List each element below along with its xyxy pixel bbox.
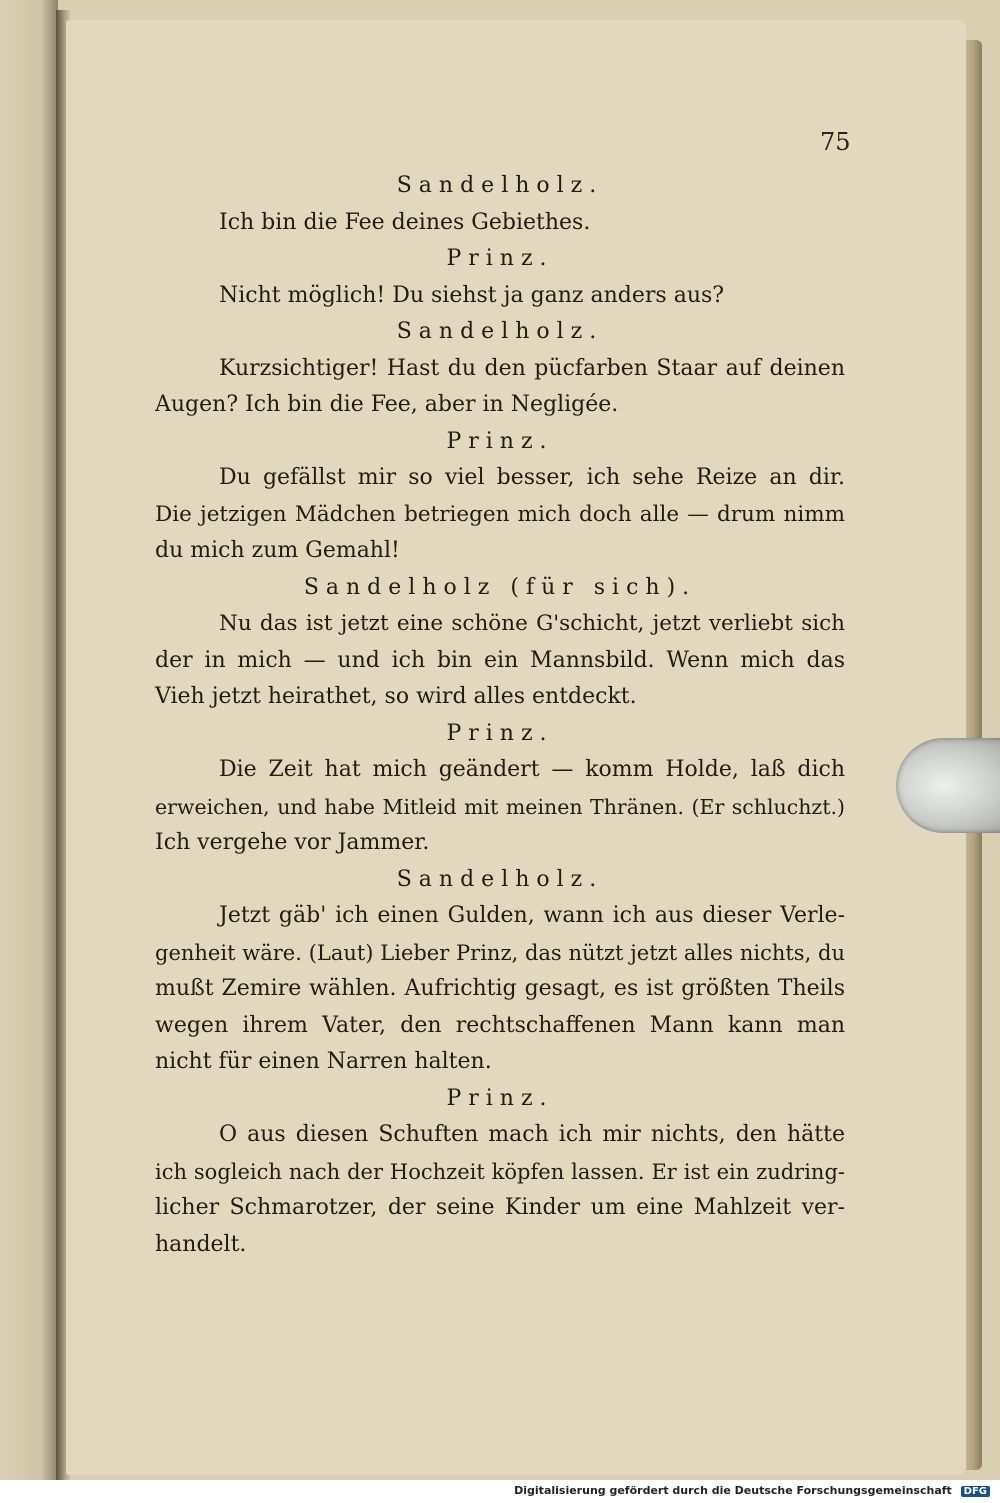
dfg-logo: DFG (961, 1486, 990, 1497)
speech-line: nicht für einen Narren halten. (155, 1049, 492, 1074)
speech-line: Ich bin die Fee deines Gebiethes. (219, 209, 591, 235)
dialogue-text (155, 168, 845, 1263)
speech-line: wegen ihrem Vater, den rechtschaffenen Mann kann man (155, 1012, 845, 1038)
speaker-heading: Sandelholz. (396, 173, 604, 198)
speech-line: erweichen, und habe Mitleid mit meinen Thränen. (Er schluchzt.) (155, 794, 845, 819)
speech-line: Nu das ist jetzt eine schöne G'schicht, jetzt verliebt sich (219, 611, 845, 636)
speech-line: licher Schmarotzer, der seine Kinder um eine Mahlzeit ver- (155, 1195, 845, 1220)
speech-line: handelt. (155, 1231, 247, 1257)
speech-paragraph (155, 898, 845, 1081)
speech-line: Nicht möglich! Du siehst ja ganz anders aus? (219, 282, 725, 308)
speaker-heading: Prinz. (446, 428, 554, 454)
speech-paragraph (155, 351, 845, 424)
speaker-heading: Prinz. (446, 720, 554, 746)
speech-line: Augen? Ich bin die Fee, aber in Negligée. (155, 392, 619, 417)
speech-line: mußt Zemire wählen. Aufrichtig gesagt, es ist größten Theils (155, 976, 845, 1001)
speech-paragraph (155, 278, 845, 315)
speech-line: Jetzt gäb' ich einen Gulden, wann ich aus dieser Verle- (219, 903, 845, 928)
speaker-heading: Sandelholz. (396, 866, 604, 892)
speaker-heading: Prinz. (446, 1085, 554, 1111)
speech-line: Ich vergehe vor Jammer. (155, 830, 430, 855)
page-number: 75 (820, 128, 851, 156)
speech-line: Die Zeit hat mich geändert — komm Holde, laß dich (219, 757, 845, 782)
footer-credit-text: Digitalisierung gefördert durch die Deutsche Forschungsgemeinschaft (514, 1484, 952, 1497)
speech-line: du mich zum Gemahl! (155, 538, 400, 563)
speech-paragraph (155, 752, 845, 862)
speech-line: Die jetzigen Mädchen betriegen mich doch alle — drum nimm (155, 501, 845, 527)
speech-line: ich sogleich nach der Hochzeit köpfen lassen. Er ist ein zudring- (155, 1159, 845, 1184)
speaker-heading: Prinz. (446, 246, 554, 271)
speech-paragraph (155, 1117, 845, 1263)
left-page-edge (0, 0, 58, 1480)
footer-credit (514, 1484, 990, 1497)
speech-paragraph (155, 460, 845, 570)
speech-paragraph (155, 606, 845, 716)
speech-line: O aus diesen Schuften mach ich mir nichts, den hätte (219, 1122, 845, 1147)
speech-line: Du gefällst mir so viel besser, ich sehe Reize an dir. (219, 465, 845, 490)
speech-line: Kurzsichtiger! Hast du den pücfarben Staar auf deinen (219, 355, 845, 381)
page-holder-clip (896, 738, 1000, 833)
speaker-heading: Sandelholz (für sich). (303, 574, 697, 600)
speech-line: genheit wäre. (Laut) Lieber Prinz, das nützt jetzt alles nichts, du (155, 940, 845, 965)
speech-line: Vieh jetzt heirathet, so wird alles entdeckt. (155, 684, 637, 709)
speech-paragraph (155, 205, 845, 242)
speech-line: der in mich — und ich bin ein Mannsbild. Wenn mich das (155, 647, 845, 673)
speaker-heading: Sandelholz. (396, 319, 604, 344)
